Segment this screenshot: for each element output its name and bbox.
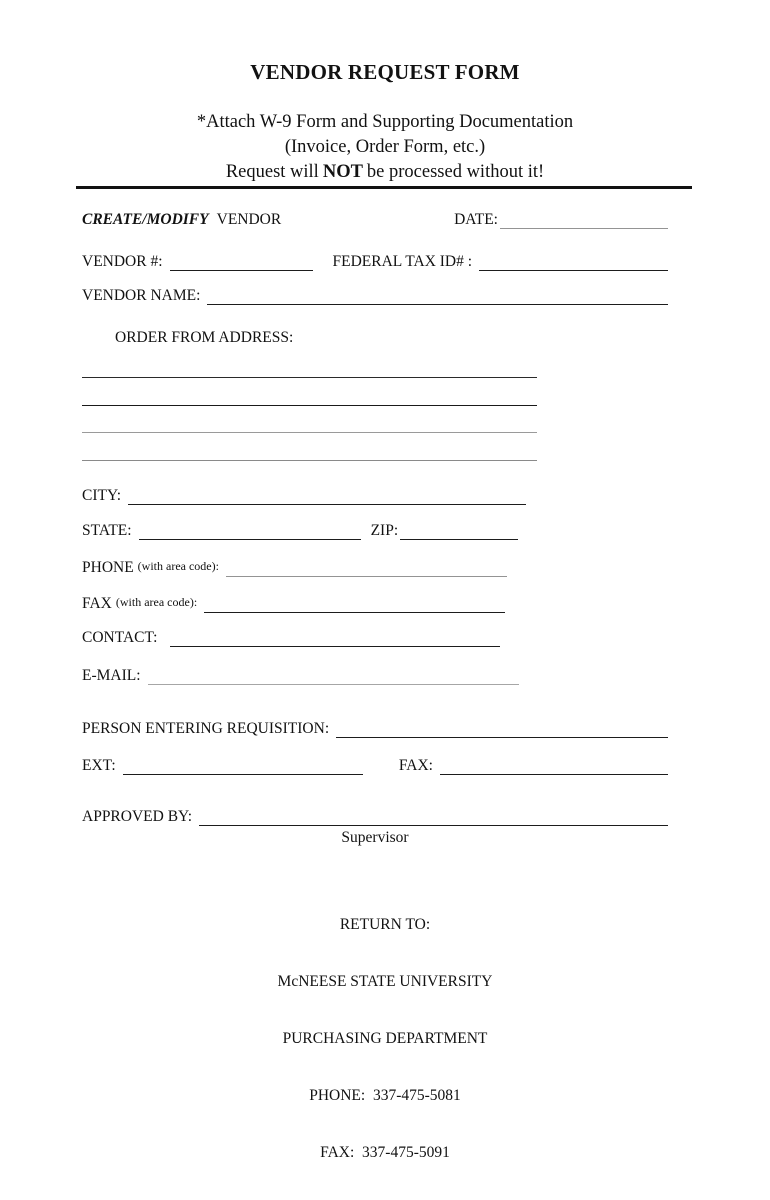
department-fax: FAX: 337-475-5091 <box>320 1144 450 1161</box>
attach-instructions-line2: (Invoice, Order Form, etc.) <box>284 137 486 157</box>
department-name: PURCHASING DEPARTMENT <box>282 1030 488 1047</box>
federal-tax-id-field[interactable] <box>479 253 668 271</box>
city-label: CITY: <box>82 487 122 504</box>
row-person-entering <box>82 719 668 738</box>
date-field[interactable] <box>500 211 668 229</box>
state-label: STATE: <box>82 522 132 539</box>
date-label: DATE: <box>454 211 498 228</box>
order-from-address-label: ORDER FROM ADDRESS: <box>115 329 294 346</box>
contact-label: CONTACT: <box>82 629 158 646</box>
phone-field[interactable] <box>226 559 507 577</box>
address-line-1-field[interactable] <box>82 377 537 378</box>
row-approved-by <box>82 807 668 826</box>
row-fax <box>82 593 668 613</box>
row-vendor-name <box>82 286 668 305</box>
address-line-4-field[interactable] <box>82 460 537 461</box>
fax2-group <box>399 756 668 775</box>
email-field[interactable] <box>148 667 519 685</box>
row-state-zip <box>82 521 668 540</box>
row-order-from-address <box>82 328 668 347</box>
city-field[interactable] <box>128 487 526 505</box>
attach-instructions <box>0 110 770 185</box>
ext-label: EXT: <box>82 757 116 774</box>
fax-label: FAX <box>82 595 112 612</box>
federal-tax-id-label: FEDERAL TAX ID# : <box>332 253 473 270</box>
supervisor-caption: Supervisor <box>341 829 409 846</box>
row-phone <box>82 557 668 577</box>
date-group <box>454 210 668 229</box>
row-ext-fax <box>82 756 668 775</box>
header-divider <box>76 186 692 189</box>
vendor-number-label: VENDOR #: <box>82 253 163 270</box>
ext-group <box>82 756 363 775</box>
approved-by-field[interactable] <box>199 808 668 826</box>
department-phone: PHONE: 337-475-5081 <box>309 1087 461 1104</box>
vendor-number-field[interactable] <box>170 253 313 271</box>
row-vendor-number-tax-id <box>82 252 668 271</box>
fax-area-code-note: (with area code): <box>115 595 198 609</box>
create-modify-vendor-label: CREATE/MODIFY VENDOR <box>82 211 282 228</box>
ext-field[interactable] <box>123 757 363 775</box>
zip-field[interactable] <box>400 522 518 540</box>
phone-label: PHONE <box>82 559 134 576</box>
return-to-label: RETURN TO: <box>339 916 431 933</box>
row-email <box>82 666 668 685</box>
address-line-2-field[interactable] <box>82 405 537 406</box>
address-line-3-field[interactable] <box>82 432 537 433</box>
row-city <box>82 486 668 505</box>
fax-field[interactable] <box>204 595 505 613</box>
approved-by-label: APPROVED BY: <box>82 808 193 825</box>
row-create-modify-date <box>82 210 668 229</box>
fax2-field[interactable] <box>440 757 668 775</box>
attach-instructions-line1: *Attach W-9 Form and Supporting Documentation <box>196 112 574 132</box>
person-entering-field[interactable] <box>336 720 668 738</box>
vendor-name-label: VENDOR NAME: <box>82 287 201 304</box>
email-label: E-MAIL: <box>82 667 141 684</box>
return-to-block <box>0 877 770 1200</box>
fax2-label: FAX: <box>398 757 433 774</box>
attach-instructions-line3: Request will NOT be processed without it! <box>225 162 545 182</box>
phone-area-code-note: (with area code): <box>137 559 219 573</box>
contact-field[interactable] <box>170 629 500 647</box>
zip-label: ZIP: <box>370 522 399 539</box>
page-title: VENDOR REQUEST FORM <box>250 60 520 84</box>
state-field[interactable] <box>139 522 361 540</box>
person-entering-label: PERSON ENTERING REQUISITION: <box>82 720 330 737</box>
vendor-name-field[interactable] <box>207 287 668 305</box>
row-contact <box>82 628 668 647</box>
university-name: McNEESE STATE UNIVERSITY <box>277 973 493 990</box>
